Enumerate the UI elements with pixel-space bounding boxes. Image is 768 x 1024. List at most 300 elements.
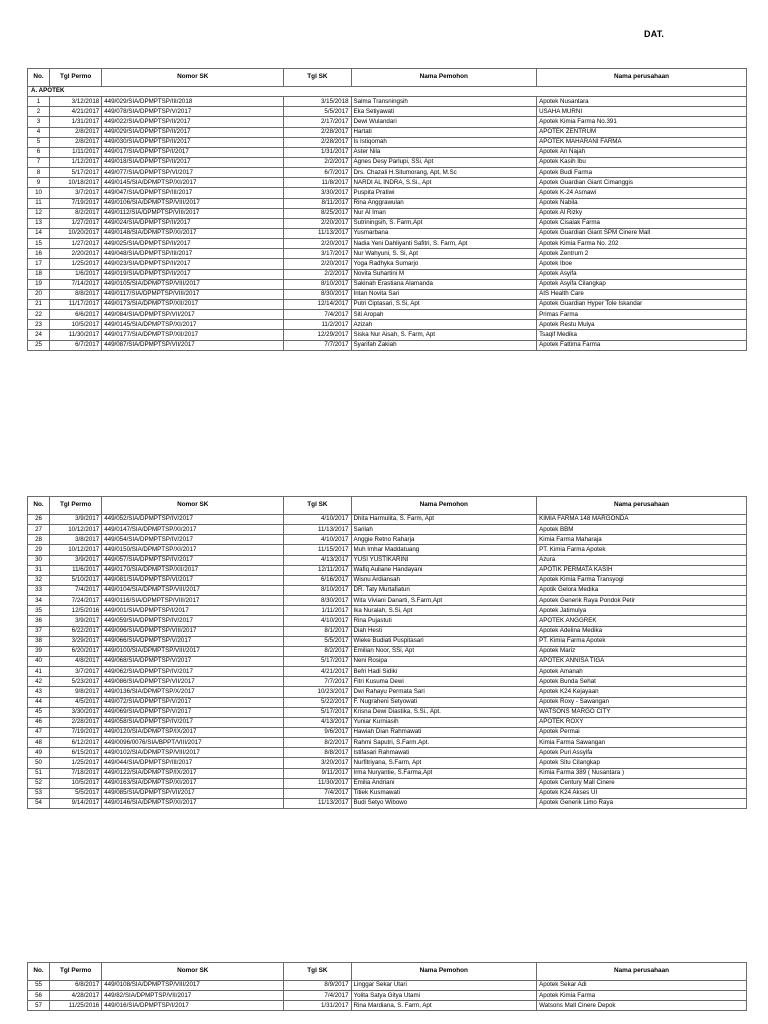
cell-nama-perusahaan: APOTEK ZENTRUM <box>537 127 747 137</box>
cell-nomor-sk: 449/0112/SIA/DPMPTSP/VIII/2017 <box>102 208 284 218</box>
header-nomor-sk: Nomor SK <box>102 963 284 981</box>
cell-no: 50 <box>28 758 50 768</box>
cell-nama-pemohon: Rina Mardiana, S. Farm, Apt <box>351 1001 537 1011</box>
cell-nama-perusahaan: Apotek Century Mall Cinere <box>537 778 747 788</box>
table-row <box>28 596 747 606</box>
cell-tgl-permo: 3/9/2017 <box>50 555 102 565</box>
table-row <box>28 555 747 565</box>
cell-nomor-sk: 449/0147/SIA/DPMPTSP/XI/2017 <box>102 525 284 535</box>
cell-nama-pemohon: Befri Hadi Sidiki <box>351 667 537 677</box>
table-row <box>28 575 747 585</box>
cell-nama-pemohon: Aster Nila <box>351 147 537 157</box>
cell-nama-pemohon: Sakinah Erastiana Alamanda <box>351 279 537 289</box>
cell-no: 53 <box>28 788 50 798</box>
cell-no: 1 <box>28 97 50 107</box>
cell-tgl-sk: 8/9/2017 <box>284 981 351 991</box>
table-row <box>28 299 747 309</box>
header-nama-pemohon: Nama Pemohon <box>351 69 537 87</box>
table-row <box>28 616 747 626</box>
table-row <box>28 991 747 1001</box>
cell-nama-perusahaan: Apotek Iboe <box>537 259 747 269</box>
cell-nama-pemohon: Diah Hesti <box>351 626 537 636</box>
cell-nama-pemohon: Anggie Retno Raharja <box>351 535 537 545</box>
cell-tgl-permo: 5/5/2017 <box>50 788 102 798</box>
cell-nama-pemohon: Hawiah Dian Rahmawati <box>351 727 537 737</box>
cell-nomor-sk: 449/0122/SIA/DPMPTSP/IX/2017 <box>102 768 284 778</box>
cell-tgl-sk: 8/10/2017 <box>284 585 351 595</box>
cell-nama-pemohon: Ika Nuralah, S.Si, Apt <box>351 606 537 616</box>
cell-nama-perusahaan: Azura <box>537 555 747 565</box>
cell-nomor-sk: 449/016/SIA/DPMPTSP/I/2017 <box>102 1001 284 1011</box>
cell-tgl-sk: 4/10/2017 <box>284 535 351 545</box>
cell-nomor-sk: 449/047/SIA/DPMPTSP/III/2017 <box>102 188 284 198</box>
cell-tgl-permo: 3/7/2017 <box>50 188 102 198</box>
cell-nama-perusahaan: Apotek Bunda Sehat <box>537 677 747 687</box>
cell-no: 51 <box>28 768 50 778</box>
header-no: No. <box>28 497 50 515</box>
cell-tgl-permo: 10/20/2017 <box>50 228 102 238</box>
header-tgl-permo: Tgl Permo <box>50 497 102 515</box>
cell-no: 39 <box>28 646 50 656</box>
table-row <box>28 259 747 269</box>
table-row <box>28 320 747 330</box>
cell-nomor-sk: 449/023/SIA/DPMPTSP/II/2017 <box>102 259 284 269</box>
cell-nama-perusahaan: Apotek Kimia Farma Transyogi <box>537 575 747 585</box>
cell-tgl-sk: 4/10/2017 <box>284 616 351 626</box>
cell-tgl-sk: 9/6/2017 <box>284 727 351 737</box>
table-row <box>28 768 747 778</box>
cell-nomor-sk: 449/0104/SIA/DPMPTSP/VIII/2017 <box>102 585 284 595</box>
header-nama-perusahaan: Nama perusahaan <box>537 69 747 87</box>
table-row <box>28 157 747 167</box>
cell-tgl-sk: 3/15/2018 <box>284 97 351 107</box>
cell-no: 31 <box>28 565 50 575</box>
cell-no: 42 <box>28 677 50 687</box>
cell-nama-perusahaan: Kimia Farma 389 ( Nusantara ) <box>537 768 747 778</box>
cell-nama-pemohon: Dewi Wulandari <box>351 117 537 127</box>
cell-nomor-sk: 449/062/SIA/DPMPTSP/IV/2017 <box>102 667 284 677</box>
cell-nama-pemohon: Eka Setiyawati <box>351 107 537 117</box>
cell-tgl-permo: 2/8/2017 <box>50 137 102 147</box>
cell-no: 9 <box>28 178 50 188</box>
cell-nomor-sk: 449/096/SIA/DPMPTSP/VIII/2017 <box>102 626 284 636</box>
cell-no: 44 <box>28 697 50 707</box>
cell-nomor-sk: 449/0150/SIA/DPMPTSP/XI/2017 <box>102 545 284 555</box>
cell-tgl-sk: 8/10/2017 <box>284 279 351 289</box>
header-no: No. <box>28 963 50 981</box>
table-row <box>28 798 747 808</box>
cell-nama-pemohon: YUSI YUSTIKARINI <box>351 555 537 565</box>
cell-no: 11 <box>28 198 50 208</box>
cell-tgl-permo: 10/12/2017 <box>50 525 102 535</box>
cell-nomor-sk: 449/0105/SIA/DPMPTSP/VIII/2017 <box>102 279 284 289</box>
cell-no: 57 <box>28 1001 50 1011</box>
cell-nama-perusahaan: Apotek Sekar Adi <box>537 981 747 991</box>
cell-tgl-sk: 8/8/2017 <box>284 748 351 758</box>
cell-nama-pemohon: Linggar Sekar Utari <box>351 981 537 991</box>
header-nama-perusahaan: Nama perusahaan <box>537 497 747 515</box>
cell-no: 16 <box>28 249 50 259</box>
cell-nama-pemohon: Drs. Chazali H.Situmorang, Apt, M.Sc <box>351 168 537 178</box>
cell-no: 8 <box>28 168 50 178</box>
cell-nama-perusahaan: Watsons Mall Cinere Depok <box>537 1001 747 1011</box>
cell-nama-perusahaan: Apotek An Najah <box>537 147 747 157</box>
table-row <box>28 748 747 758</box>
cell-no: 36 <box>28 616 50 626</box>
cell-nama-pemohon: Neni Rosipa <box>351 656 537 666</box>
cell-nama-pemohon: F. Nugraheni Setyowati <box>351 697 537 707</box>
cell-nama-pemohon: Intan Novita Sari <box>351 289 537 299</box>
cell-tgl-sk: 11/15/2017 <box>284 545 351 555</box>
cell-nama-perusahaan: Apotek Kasih Ibu <box>537 157 747 167</box>
cell-nama-perusahaan: Apotek Amanah <box>537 667 747 677</box>
cell-nama-perusahaan: Apotek Zentrum 2 <box>537 249 747 259</box>
cell-nama-pemohon: Wita Viviani Danarti, S.Farm,Apt <box>351 596 537 606</box>
table-row <box>28 168 747 178</box>
cell-tgl-sk: 8/25/2017 <box>284 208 351 218</box>
cell-tgl-sk: 3/30/2017 <box>284 188 351 198</box>
table-row <box>28 208 747 218</box>
table-row <box>28 127 747 137</box>
cell-tgl-sk: 8/30/2017 <box>284 596 351 606</box>
cell-tgl-permo: 2/8/2017 <box>50 127 102 137</box>
cell-nomor-sk: 449/022/SIA/DPMPTSP/II/2017 <box>102 117 284 127</box>
cell-nomor-sk: 449/029/SIA/DPMPTSP/III/2018 <box>102 97 284 107</box>
table-row <box>28 656 747 666</box>
cell-nama-pemohon: Is Istiqomah <box>351 137 537 147</box>
cell-nama-perusahaan: WATSONS MARGO CITY <box>537 707 747 717</box>
cell-no: 25 <box>28 340 50 350</box>
cell-nama-perusahaan: Apotik Gelora Medika <box>537 585 747 595</box>
cell-tgl-sk: 11/8/2017 <box>284 178 351 188</box>
cell-tgl-sk: 7/4/2017 <box>284 991 351 1001</box>
header-tgl-sk: Tgl SK <box>284 69 351 87</box>
cell-nama-perusahaan: Tsaqif Medika <box>537 330 747 340</box>
cell-nomor-sk: 449/0106/SIA/DPMPTSP/VIII/2017 <box>102 198 284 208</box>
table-header-row <box>28 69 747 87</box>
section-row <box>28 87 747 97</box>
cell-nama-pemohon: Emilia Andriani <box>351 778 537 788</box>
cell-tgl-sk: 2/28/2017 <box>284 137 351 147</box>
table-row <box>28 697 747 707</box>
cell-tgl-permo: 5/23/2017 <box>50 677 102 687</box>
cell-tgl-permo: 1/25/2017 <box>50 758 102 768</box>
cell-tgl-permo: 10/5/2017 <box>50 778 102 788</box>
cell-nama-perusahaan: Apotek Mariz <box>537 646 747 656</box>
cell-nama-pemohon: Yusmarbana <box>351 228 537 238</box>
cell-nama-perusahaan: Apotek Asyifa Cilangkap <box>537 279 747 289</box>
cell-nama-pemohon: Nadia Yeni Dahliyanti Safitri, S. Farm, Apt <box>351 239 537 249</box>
cell-tgl-sk: 12/14/2017 <box>284 299 351 309</box>
cell-nomor-sk: 449/0173/SIA/DPMPTSP/XII/2017 <box>102 299 284 309</box>
cell-nomor-sk: 449/072/SIA/DPMPTSP/V/2017 <box>102 697 284 707</box>
cell-nama-pemohon: Emilian Noor, SSi, Apt <box>351 646 537 656</box>
cell-nomor-sk: 449/019/SIA/DPMPTSP/II/2017 <box>102 269 284 279</box>
cell-nomor-sk: 449/029/SIA/DPMPTSP/II/2017 <box>102 127 284 137</box>
cell-no: 32 <box>28 575 50 585</box>
cell-nama-perusahaan: Apotek Guardian Giant Cimanggis <box>537 178 747 188</box>
cell-tgl-permo: 4/5/2017 <box>50 697 102 707</box>
cell-tgl-permo: 5/17/2017 <box>50 168 102 178</box>
table-row <box>28 636 747 646</box>
cell-tgl-permo: 1/31/2017 <box>50 117 102 127</box>
cell-no: 22 <box>28 310 50 320</box>
cell-no: 48 <box>28 738 50 748</box>
cell-no: 2 <box>28 107 50 117</box>
cell-nomor-sk: 449/0120/SIA/DPMPTSP/IX/2017 <box>102 727 284 737</box>
table-row <box>28 738 747 748</box>
page-title: DAT. <box>644 29 665 39</box>
cell-no: 3 <box>28 117 50 127</box>
cell-nama-perusahaan: Apotek Budi Farma <box>537 168 747 178</box>
cell-tgl-sk: 8/11/2017 <box>284 198 351 208</box>
cell-tgl-sk: 8/1/2017 <box>284 626 351 636</box>
cell-tgl-sk: 11/13/2017 <box>284 798 351 808</box>
cell-nama-pemohon: Siska Nur Aisah, S. Farm, Apt <box>351 330 537 340</box>
cell-tgl-sk: 4/10/2017 <box>284 515 351 525</box>
sk-table-3 <box>27 962 747 1011</box>
cell-no: 20 <box>28 289 50 299</box>
cell-tgl-sk: 5/22/2017 <box>284 697 351 707</box>
table-row <box>28 585 747 595</box>
cell-nama-pemohon: Istifasari Rahmawati <box>351 748 537 758</box>
cell-nomor-sk: 449/0116/SIA/DPMPTSP/VIII/2017 <box>102 596 284 606</box>
cell-tgl-permo: 6/12/2017 <box>50 738 102 748</box>
cell-no: 29 <box>28 545 50 555</box>
cell-tgl-sk: 12/29/2017 <box>284 330 351 340</box>
cell-tgl-sk: 2/2/2017 <box>284 269 351 279</box>
cell-no: 34 <box>28 596 50 606</box>
cell-nama-pemohon: Wafiq Auliane Handayani <box>351 565 537 575</box>
table-row <box>28 137 747 147</box>
cell-nama-pemohon: Nur Wahyuni, S. Si, Apt <box>351 249 537 259</box>
cell-nama-perusahaan: Apotek Permai <box>537 727 747 737</box>
cell-tgl-permo: 6/20/2017 <box>50 646 102 656</box>
cell-nama-pemohon: Salma Transningsih <box>351 97 537 107</box>
cell-no: 7 <box>28 157 50 167</box>
cell-tgl-permo: 3/30/2017 <box>50 707 102 717</box>
cell-no: 56 <box>28 991 50 1001</box>
cell-nama-perusahaan: Primas Farma <box>537 310 747 320</box>
cell-tgl-permo: 12/5/2016 <box>50 606 102 616</box>
cell-nomor-sk: 449/0096/0076/SIA/BPPT/VIII/2017 <box>102 738 284 748</box>
cell-tgl-sk: 3/17/2017 <box>284 249 351 259</box>
cell-nomor-sk: 449/0170/SIA/DPMPTSP/XII/2017 <box>102 565 284 575</box>
cell-nomor-sk: 449/0163/SIA/DPMPTSP/XI/2017 <box>102 778 284 788</box>
cell-tgl-sk: 8/2/2017 <box>284 738 351 748</box>
cell-nama-pemohon: NARDI AL INDRA, S.Si., Apt <box>351 178 537 188</box>
table-row <box>28 677 747 687</box>
cell-tgl-sk: 9/11/2017 <box>284 768 351 778</box>
cell-no: 14 <box>28 228 50 238</box>
cell-no: 54 <box>28 798 50 808</box>
cell-nomor-sk: 449/077/SIA/DPMPTSP/VI/2017 <box>102 168 284 178</box>
cell-nama-perusahaan: APOTEK ANNISA TIGA <box>537 656 747 666</box>
cell-nomor-sk: 449/048/SIA/DPMPTSP/III/2017 <box>102 249 284 259</box>
cell-no: 24 <box>28 330 50 340</box>
table-row <box>28 249 747 259</box>
cell-nama-perusahaan: Apotek Asyifa <box>537 269 747 279</box>
cell-tgl-sk: 10/23/2017 <box>284 687 351 697</box>
table-row <box>28 289 747 299</box>
table-row <box>28 667 747 677</box>
cell-tgl-permo: 8/2/2017 <box>50 208 102 218</box>
cell-nama-pemohon: Azizah <box>351 320 537 330</box>
cell-no: 13 <box>28 218 50 228</box>
cell-nomor-sk: 449/086/SIA/DPMPTSP/VII/2017 <box>102 677 284 687</box>
cell-tgl-sk: 5/17/2017 <box>284 707 351 717</box>
cell-tgl-permo: 11/6/2017 <box>50 565 102 575</box>
table-row <box>28 310 747 320</box>
cell-no: 47 <box>28 727 50 737</box>
cell-nomor-sk: 449/085/SIA/DPMPTSP/VII/2017 <box>102 788 284 798</box>
header-no: No. <box>28 69 50 87</box>
cell-nama-perusahaan: APOTEK ANGGREK <box>537 616 747 626</box>
cell-tgl-sk: 6/16/2017 <box>284 575 351 585</box>
table-header-row <box>28 497 747 515</box>
table-row <box>28 228 747 238</box>
table-row <box>28 758 747 768</box>
cell-nomor-sk: 449/0102/SIA/DPMPTSP/VIII/2017 <box>102 748 284 758</box>
cell-nomor-sk: 449/057/SIA/DPMPTSP/IV/2017 <box>102 555 284 565</box>
cell-nama-perusahaan: Apotek Generik Limo Raya <box>537 798 747 808</box>
cell-nama-perusahaan: Apotek Nabila <box>537 198 747 208</box>
cell-tgl-permo: 7/24/2017 <box>50 596 102 606</box>
table-row <box>28 515 747 525</box>
cell-no: 40 <box>28 656 50 666</box>
cell-nama-perusahaan: Apotek BBM <box>537 525 747 535</box>
cell-tgl-permo: 6/15/2017 <box>50 748 102 758</box>
cell-tgl-permo: 9/14/2017 <box>50 798 102 808</box>
table-row <box>28 717 747 727</box>
table-row <box>28 330 747 340</box>
cell-tgl-sk: 7/4/2017 <box>284 310 351 320</box>
cell-nama-pemohon: Sarilah <box>351 525 537 535</box>
cell-nama-perusahaan: APOTEK MAHARANI FARMA <box>537 137 747 147</box>
cell-tgl-permo: 2/28/2017 <box>50 717 102 727</box>
cell-nomor-sk: 449/044/SIA/DPMPTSP/III/2017 <box>102 758 284 768</box>
header-nomor-sk: Nomor SK <box>102 497 284 515</box>
cell-nomor-sk: 449/017/SIA/DPMPTSP/I/2017 <box>102 147 284 157</box>
cell-nama-pemohon: Nurfitriyana, S.Farm, Apt <box>351 758 537 768</box>
cell-nama-perusahaan: Apotek Restu Mulya <box>537 320 747 330</box>
cell-nomor-sk: 449/025/SIA/DPMPTSP/II/2017 <box>102 239 284 249</box>
cell-tgl-sk: 4/13/2017 <box>284 555 351 565</box>
cell-tgl-sk: 2/2/2017 <box>284 157 351 167</box>
table-row <box>28 279 747 289</box>
cell-nama-pemohon: Budi Setyo Wibowo <box>351 798 537 808</box>
cell-tgl-sk: 3/20/2017 <box>284 758 351 768</box>
table-row <box>28 646 747 656</box>
cell-nama-perusahaan: Apotek Al Rizky <box>537 208 747 218</box>
cell-nama-perusahaan: Apotek Generik Raya Pondok Petir <box>537 596 747 606</box>
cell-no: 30 <box>28 555 50 565</box>
cell-nama-perusahaan: Apotek Kimia Farma No.391 <box>537 117 747 127</box>
cell-tgl-permo: 7/19/2017 <box>50 727 102 737</box>
sk-table-1 <box>27 68 747 351</box>
cell-nomor-sk: 449/054/SIA/DPMPTSP/IV/2017 <box>102 535 284 545</box>
cell-tgl-sk: 11/13/2017 <box>284 525 351 535</box>
cell-tgl-permo: 6/22/2017 <box>50 626 102 636</box>
cell-tgl-sk: 11/30/2017 <box>284 778 351 788</box>
table-row <box>28 535 747 545</box>
cell-nama-pemohon: Dhita Harmulita, S. Farm, Apt <box>351 515 537 525</box>
cell-nama-perusahaan: Apotek Fattima Farma <box>537 340 747 350</box>
cell-no: 55 <box>28 981 50 991</box>
cell-nomor-sk: 449/066/SIA/DPMPTSP/V/2017 <box>102 636 284 646</box>
cell-nomor-sk: 449/052/SIA/DPMPTSP/IV/2017 <box>102 515 284 525</box>
cell-nama-pemohon: Rina Anggrawulan <box>351 198 537 208</box>
cell-no: 12 <box>28 208 50 218</box>
cell-no: 19 <box>28 279 50 289</box>
cell-tgl-permo: 5/10/2017 <box>50 575 102 585</box>
cell-nama-pemohon: Yolita Satya Gitya Utami <box>351 991 537 1001</box>
cell-nama-perusahaan: APOTEK ROXY <box>537 717 747 727</box>
cell-nama-perusahaan: KIMIA FARMA 148 MARGONDA <box>537 515 747 525</box>
cell-no: 17 <box>28 259 50 269</box>
cell-tgl-sk: 7/4/2017 <box>284 788 351 798</box>
cell-nomor-sk: 449/0148/SIA/DPMPTSP/XI/2017 <box>102 228 284 238</box>
cell-tgl-permo: 11/17/2017 <box>50 299 102 309</box>
cell-no: 41 <box>28 667 50 677</box>
table-row <box>28 188 747 198</box>
cell-nama-pemohon: Wisnu Ardiansah <box>351 575 537 585</box>
table-row <box>28 1001 747 1011</box>
cell-nomor-sk: 449/068/SIA/DPMPTSP/V/2017 <box>102 656 284 666</box>
cell-nama-pemohon: Novita Suhartini M <box>351 269 537 279</box>
table-row <box>28 239 747 249</box>
table-row <box>28 117 747 127</box>
cell-tgl-permo: 9/8/2017 <box>50 687 102 697</box>
cell-nomor-sk: 449/087/SIA/DPMPTSP/VII/2017 <box>102 340 284 350</box>
table-row <box>28 565 747 575</box>
cell-nama-pemohon: Puspita Pratiwi <box>351 188 537 198</box>
cell-no: 49 <box>28 748 50 758</box>
cell-nama-perusahaan: AIS Health Care <box>537 289 747 299</box>
cell-no: 43 <box>28 687 50 697</box>
cell-nama-pemohon: Rina Pujastuti <box>351 616 537 626</box>
cell-nama-pemohon: Irma Nuryantie, S.Farma,Apt <box>351 768 537 778</box>
cell-nama-pemohon: Wieke Budiati Puspitasari <box>351 636 537 646</box>
cell-nama-pemohon: Fitri Kusuma Dewi <box>351 677 537 687</box>
table-row <box>28 525 747 535</box>
cell-nama-perusahaan: Apotek K24 Akses UI <box>537 788 747 798</box>
cell-nomor-sk: 449/001/SIA/DPMPTSP/I/2017 <box>102 606 284 616</box>
cell-tgl-sk: 2/20/2017 <box>284 259 351 269</box>
cell-no: 26 <box>28 515 50 525</box>
cell-nama-perusahaan: APOTIK PERMATA KASIH <box>537 565 747 575</box>
cell-tgl-permo: 3/9/2017 <box>50 616 102 626</box>
cell-nomor-sk: 449/018/SIA/DPMPTSP/II/2017 <box>102 157 284 167</box>
cell-no: 23 <box>28 320 50 330</box>
cell-tgl-permo: 11/25/2016 <box>50 1001 102 1011</box>
cell-tgl-sk: 1/11/2017 <box>284 606 351 616</box>
cell-nama-perusahaan: Apotek Jatimulya <box>537 606 747 616</box>
cell-nama-perusahaan: Apotek Guardian Hyper Tole Iskandar <box>537 299 747 309</box>
cell-nomor-sk: 449/0145/SIA/DPMPTSP/XI/2017 <box>102 320 284 330</box>
cell-tgl-permo: 6/8/2017 <box>50 981 102 991</box>
table-row <box>28 147 747 157</box>
cell-tgl-permo: 7/19/2017 <box>50 198 102 208</box>
cell-tgl-sk: 5/5/2017 <box>284 636 351 646</box>
cell-nama-pemohon: Hartati <box>351 127 537 137</box>
cell-nama-pemohon: DR. Taty Murtafiatun <box>351 585 537 595</box>
cell-no: 18 <box>28 269 50 279</box>
table-header-row <box>28 963 747 981</box>
cell-nama-perusahaan: Apotek Roxy - Sawangan <box>537 697 747 707</box>
cell-nomor-sk: 449/024/SIA/DPMPTSP/II/2017 <box>102 218 284 228</box>
cell-no: 46 <box>28 717 50 727</box>
